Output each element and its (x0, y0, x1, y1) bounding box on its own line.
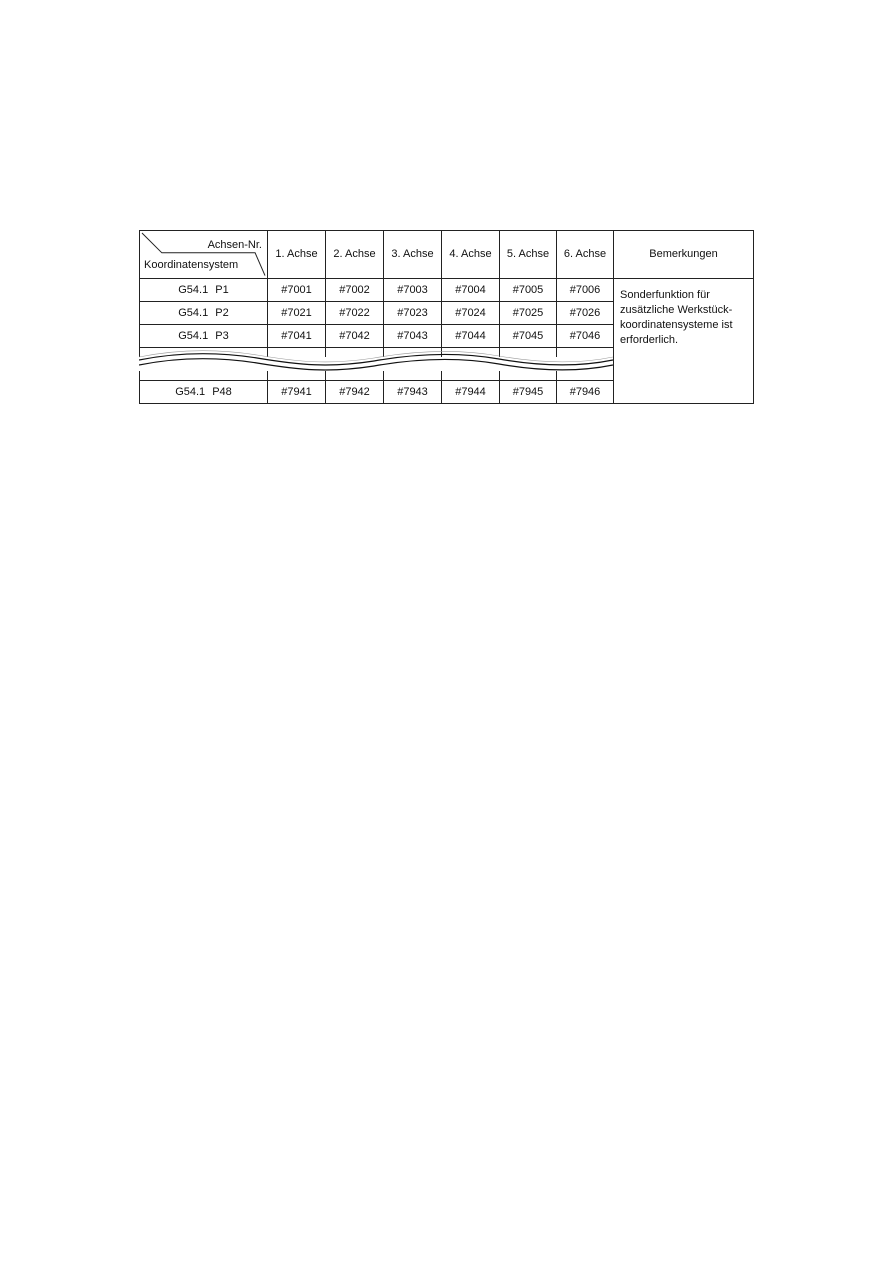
table-cell: #7046 (557, 325, 614, 348)
axis-header-1: 1. Achse (268, 231, 326, 279)
axis-header-6: 6. Achse (557, 231, 614, 279)
table-cell: #7024 (442, 301, 500, 324)
table-cell: #7944 (442, 380, 500, 403)
table-cell: #7002 (326, 278, 384, 301)
corner-system-label: Koordinatensystem (144, 258, 239, 271)
table-cell: #7003 (384, 278, 442, 301)
corner-axis-label: Achsen-Nr. (207, 239, 262, 251)
axis-header-4: 4. Achse (442, 231, 500, 279)
omission-cell (384, 348, 442, 380)
axis-header-3: 3. Achse (384, 231, 442, 279)
omission-cell (268, 348, 326, 380)
table-cell: #7005 (500, 278, 557, 301)
row-label: G54.1 P1 (140, 278, 268, 301)
table-cell: #7023 (384, 301, 442, 324)
table-cell: #7941 (268, 380, 326, 403)
remarks-cell: Sonderfunktion für zusätzliche Werkstück-koordinatensysteme ist erforderlich. (614, 278, 754, 403)
table-row (140, 278, 754, 301)
omission-cell (500, 348, 557, 380)
table-cell: #7021 (268, 301, 326, 324)
axis-header-5: 5. Achse (500, 231, 557, 279)
table-cell: #7025 (500, 301, 557, 324)
corner-header-cell (140, 231, 268, 279)
table-cell: #7022 (326, 301, 384, 324)
table-cell: #7045 (500, 325, 557, 348)
table-cell: #7945 (500, 380, 557, 403)
header-row (140, 231, 754, 279)
table-cell: #7041 (268, 325, 326, 348)
row-label: G54.1 P2 (140, 301, 268, 324)
parameter-table (139, 230, 754, 404)
row-label: G54.1 P48 (140, 380, 268, 403)
table-cell: #7042 (326, 325, 384, 348)
table-cell: #7026 (557, 301, 614, 324)
omission-cell (557, 348, 614, 380)
table-cell: #7001 (268, 278, 326, 301)
diagonal-divider (140, 231, 267, 278)
row-label: G54.1 P3 (140, 325, 268, 348)
omission-cell (140, 348, 268, 380)
table-cell: #7004 (442, 278, 500, 301)
remarks-header: Bemerkungen (614, 231, 754, 279)
omission-cell (326, 348, 384, 380)
table-cell: #7043 (384, 325, 442, 348)
table-cell: #7943 (384, 380, 442, 403)
table-cell: #7044 (442, 325, 500, 348)
table-cell: #7946 (557, 380, 614, 403)
axis-header-2: 2. Achse (326, 231, 384, 279)
omission-cell (442, 348, 500, 380)
table-cell: #7006 (557, 278, 614, 301)
table-cell: #7942 (326, 380, 384, 403)
